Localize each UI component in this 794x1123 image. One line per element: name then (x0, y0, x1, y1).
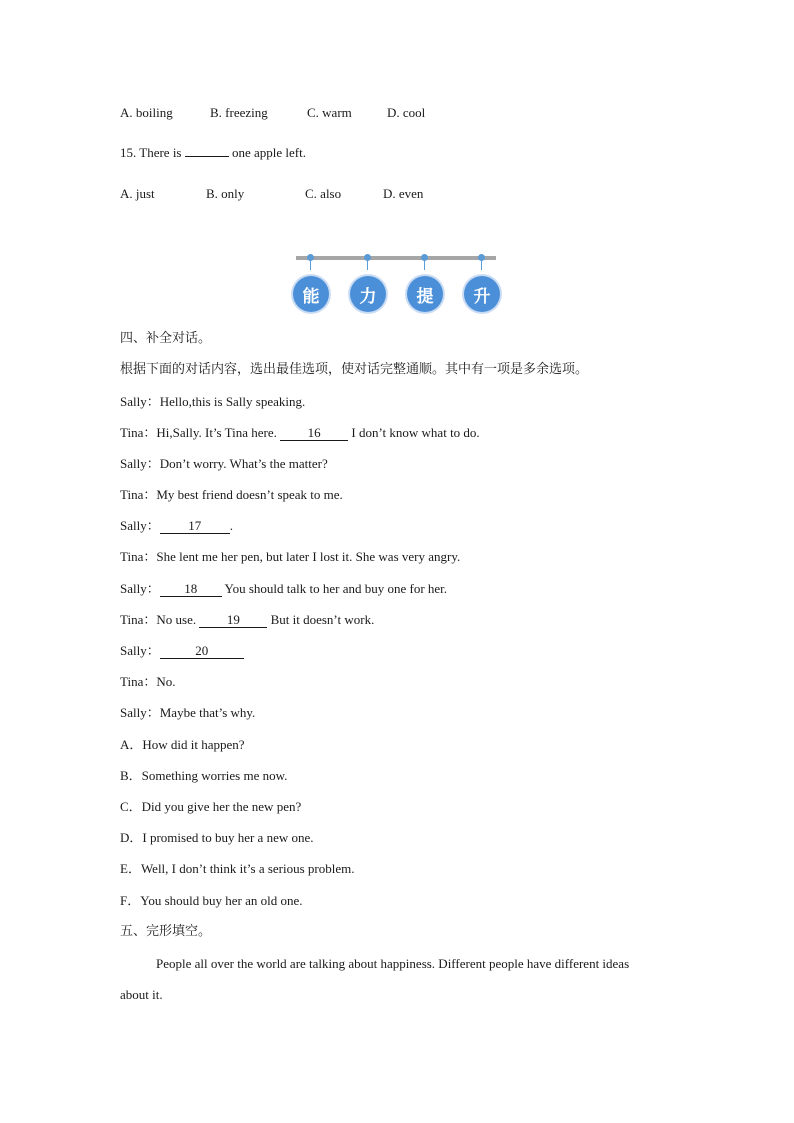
q14-option-d: D. cool (387, 105, 426, 120)
q15-option-c: C. also (305, 186, 342, 201)
q14-options (120, 104, 425, 122)
dialogue-line-9 (120, 642, 244, 660)
speaker-label: Tina： (120, 549, 157, 564)
banner-char-4: 升 (464, 276, 500, 312)
speaker-label: Tina： (120, 612, 157, 627)
choice-b: B．Something worries me now. (120, 768, 288, 783)
dialogue-line-7 (120, 580, 447, 598)
section5-heading: 五、完形填空。 (120, 924, 212, 939)
blank-19: 19 (199, 612, 267, 628)
dialogue-line-5 (120, 517, 233, 535)
dialogue-line-6 (120, 548, 460, 566)
question-15 (120, 144, 306, 162)
ability-banner (290, 250, 502, 314)
dialogue-text: No. (156, 674, 176, 689)
blank-20: 20 (160, 643, 244, 659)
dialogue-text: Don’t worry. What’s the matter? (159, 456, 328, 471)
choice-a: A．How did it happen? (120, 737, 245, 752)
speaker-label: Tina： (120, 425, 157, 440)
q15-option-d: D. even (383, 186, 424, 201)
banner-char-3: 提 (407, 276, 443, 312)
banner-bar (296, 256, 496, 260)
dialogue-text: My best friend doesn’t speak to me. (156, 487, 343, 502)
speaker-label: Sally： (120, 643, 160, 658)
q15-option-a: A. just (120, 186, 155, 201)
q15-suffix: one apple left. (228, 145, 306, 160)
dialogue-text: . (229, 518, 233, 533)
banner-stem (310, 260, 311, 270)
dialogue-line-1 (120, 393, 305, 411)
speaker-label: Sally： (120, 705, 160, 720)
dialogue-line-4 (120, 486, 343, 504)
dialogue-line-10 (120, 673, 176, 691)
q15-prefix: 15. There is (120, 145, 185, 160)
speaker-label: Sally： (120, 518, 160, 533)
choice-f: F．You should buy her an old one. (120, 893, 303, 908)
blank-17: 17 (160, 518, 230, 534)
dialogue-line-11 (120, 704, 255, 722)
section4-instruction: 根据下面的对话内容，选出最佳选项，使对话完整通顺。其中有一项是多余选项。 (120, 362, 589, 377)
blank-18: 18 (160, 581, 222, 597)
dialogue-text: Hello,this is Sally speaking. (159, 394, 306, 409)
speaker-label: Tina： (120, 487, 157, 502)
cloze-paragraph-line-2: about it. (120, 987, 163, 1002)
dialogue-text: I don’t know what to do. (348, 425, 480, 440)
q15-option-b: B. only (206, 186, 245, 201)
q15-blank (185, 156, 229, 157)
cloze-paragraph-line-1: People all over the world are talking about happiness. Different people have different ideas (156, 956, 630, 971)
speaker-label: Sally： (120, 456, 160, 471)
banner-stem (481, 260, 482, 270)
choice-d: D．I promised to buy her a new one. (120, 830, 314, 845)
speaker-label: Sally： (120, 394, 160, 409)
dialogue-text: You should talk to her and buy one for her. (221, 581, 448, 596)
banner-stem (424, 260, 425, 270)
dialogue-text: Maybe that’s why. (159, 705, 256, 720)
section4-heading: 四、补全对话。 (120, 331, 212, 346)
dialogue-line-3 (120, 455, 328, 473)
banner-char-2: 力 (350, 276, 386, 312)
choice-e: E．Well, I don’t think it’s a serious problem. (120, 861, 355, 876)
q14-option-b: B. freezing (210, 105, 268, 120)
q14-option-a: A. boiling (120, 105, 173, 120)
speaker-label: Tina： (120, 674, 157, 689)
choice-c: C．Did you give her the new pen? (120, 799, 302, 814)
dialogue-text: But it doesn’t work. (267, 612, 375, 627)
banner-char-1: 能 (293, 276, 329, 312)
q15-options (120, 185, 423, 203)
dialogue-line-8 (120, 611, 374, 629)
banner-stem (367, 260, 368, 270)
blank-16: 16 (280, 425, 348, 441)
dialogue-text: Hi,Sally. It’s Tina here. (156, 425, 281, 440)
speaker-label: Sally： (120, 581, 160, 596)
dialogue-line-2 (120, 424, 480, 442)
dialogue-text: She lent me her pen, but later I lost it. She was very angry. (156, 549, 461, 564)
dialogue-text: No use. (156, 612, 200, 627)
q14-option-c: C. warm (307, 105, 352, 120)
